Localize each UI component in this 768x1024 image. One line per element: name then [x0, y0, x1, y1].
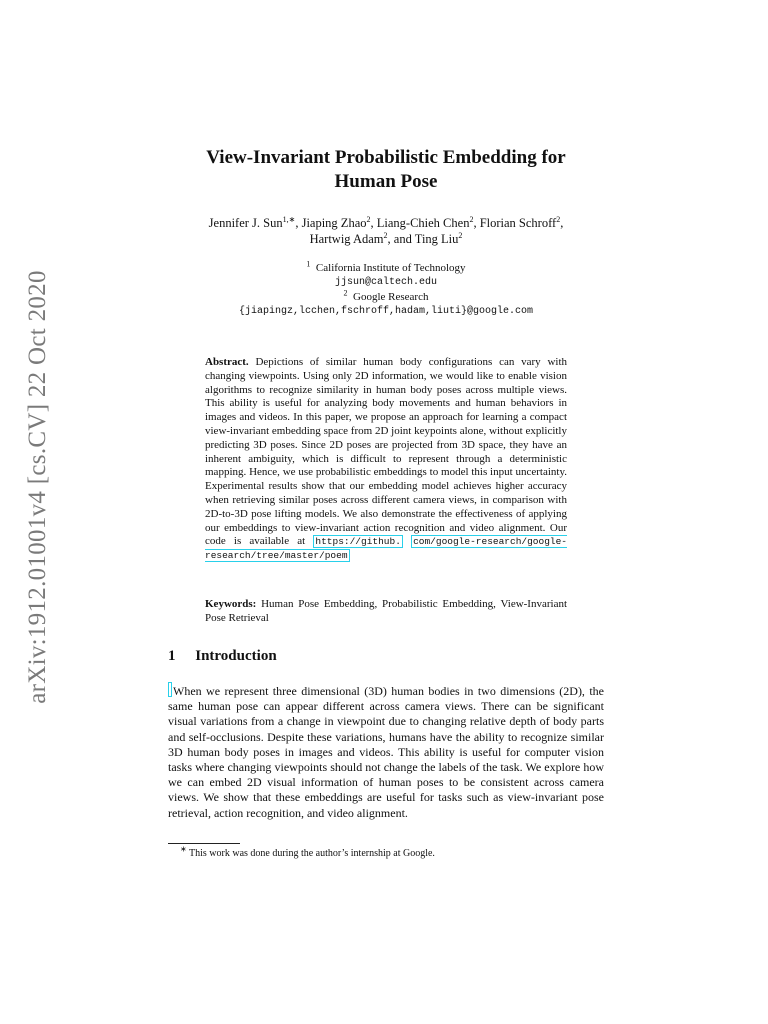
author-mark: 1,∗	[282, 214, 296, 224]
text-cursor-marker	[168, 682, 172, 697]
author-line-2: Hartwig Adam$^2$, and Ting Liu$^2$	[309, 230, 463, 246]
code-url-part-2: com/google-research/google-research/tree/master/poem	[205, 536, 568, 562]
author-list	[168, 216, 604, 247]
affiliation-1	[168, 261, 604, 276]
author-name: Liang-Chieh Chen	[376, 216, 470, 230]
section-title: Introduction	[195, 648, 277, 664]
footnote	[180, 844, 600, 860]
author-mark: 2	[383, 230, 388, 240]
author-name: Hartwig Adam	[309, 231, 384, 246]
keywords-text: Human Pose Embedding, Probabilistic Embedding, View-Invariant Pose Retrieval	[205, 598, 568, 624]
author-mark: 2	[469, 214, 474, 224]
footnote-text: This work was done during the author’s internship at Google.	[189, 848, 435, 859]
arxiv-identifier: arXiv:1912.01001v4 [cs.CV] 22 Oct 2020	[24, 270, 52, 704]
paper-title	[168, 146, 604, 194]
introduction-paragraph	[168, 682, 604, 821]
author-name: Ting Liu	[414, 231, 459, 246]
code-url-part-1: https://github.	[315, 536, 401, 548]
author-mark: 2	[458, 230, 463, 240]
author-name: Jennifer J. Sun	[208, 216, 283, 230]
author-name: Florian Schroff	[479, 216, 557, 230]
affiliation-1-email: jjsun@caltech.edu	[334, 276, 438, 288]
affiliation-mark: 1	[306, 259, 311, 269]
section-heading	[168, 648, 277, 665]
keywords	[205, 598, 567, 626]
author-conjunction: and	[393, 231, 412, 246]
author-mark: 2	[556, 214, 561, 224]
author-line-1: Jennifer J. Sun$^{1,∗}$, Jiaping Zhao$^2$, Liang-Chieh Chen$^2$, Florian Schroff$^2$,	[208, 214, 564, 230]
abstract	[205, 356, 567, 563]
code-url-link[interactable]	[313, 535, 403, 548]
affiliation-2-email: {jiapingz,lcchen,fschroff,hadam,liuti}@google.com	[238, 305, 534, 317]
footnote-mark: ∗	[180, 844, 187, 854]
introduction-text: When we represent three dimensional (3D) human bodies in two dimensions (2D), the same human pose can appear different across camera views. There can be significant visual variations from a change in viewpoint due to changing relative depth of body parts and self-occlusions. Despite these variations, humans have the ability to recognize similar 3D human body poses in images and videos. This ability is useful for computer vision tasks where changing viewpoints should not change the labels of the task. We explore how we can embed 2D visual information of human poses to be consistent across camera views. We show that these embeddings are useful for tasks such as view-invariant pose retrieval, action recognition, and video alignment.	[168, 684, 604, 820]
abstract-text: Depictions of similar human body configurations can vary with changing viewpoints. Using only 2D information, we would like to enable vision algorithms to recognize similarity in human body poses across multiple views. This ability is useful for analyzing body movements and human behaviors in images and videos. In this paper, we propose an approach for learning a compact view-invariant embedding space from 2D joint keypoints alone, without explicitly predicting 3D poses. Since 2D poses are projected from 3D space, they have an inherent ambiguity, which is difficult to represent through a deterministic mapping. Hence, we use probabilistic embeddings to model this input uncertainty. Experimental results show that our embedding model achieves higher accuracy when retrieving similar poses across different camera views, in comparison with 2D-to-3D pose lifting models. We also demonstrate the effectiveness of applying our embeddings to view-invariant action recognition and video alignment. Our code is available at	[205, 356, 568, 548]
abstract-label: Abstract.	[205, 356, 249, 368]
affiliations	[168, 261, 604, 319]
affiliation-name: Google Research	[353, 291, 429, 304]
affiliation-name: California Institute of Technology	[315, 262, 466, 274]
title-line-1: View-Invariant Probabilistic Embedding for	[206, 147, 566, 168]
author-mark: 2	[366, 214, 371, 224]
footnote-divider	[168, 843, 240, 844]
section-number: 1	[168, 648, 176, 664]
author-name: Jiaping Zhao	[301, 216, 367, 230]
affiliation-2	[168, 290, 604, 305]
affiliation-mark: 2	[343, 288, 348, 298]
title-line-2: Human Pose	[334, 171, 438, 192]
arxiv-stamp	[21, 272, 55, 702]
keywords-label: Keywords:	[205, 598, 257, 610]
